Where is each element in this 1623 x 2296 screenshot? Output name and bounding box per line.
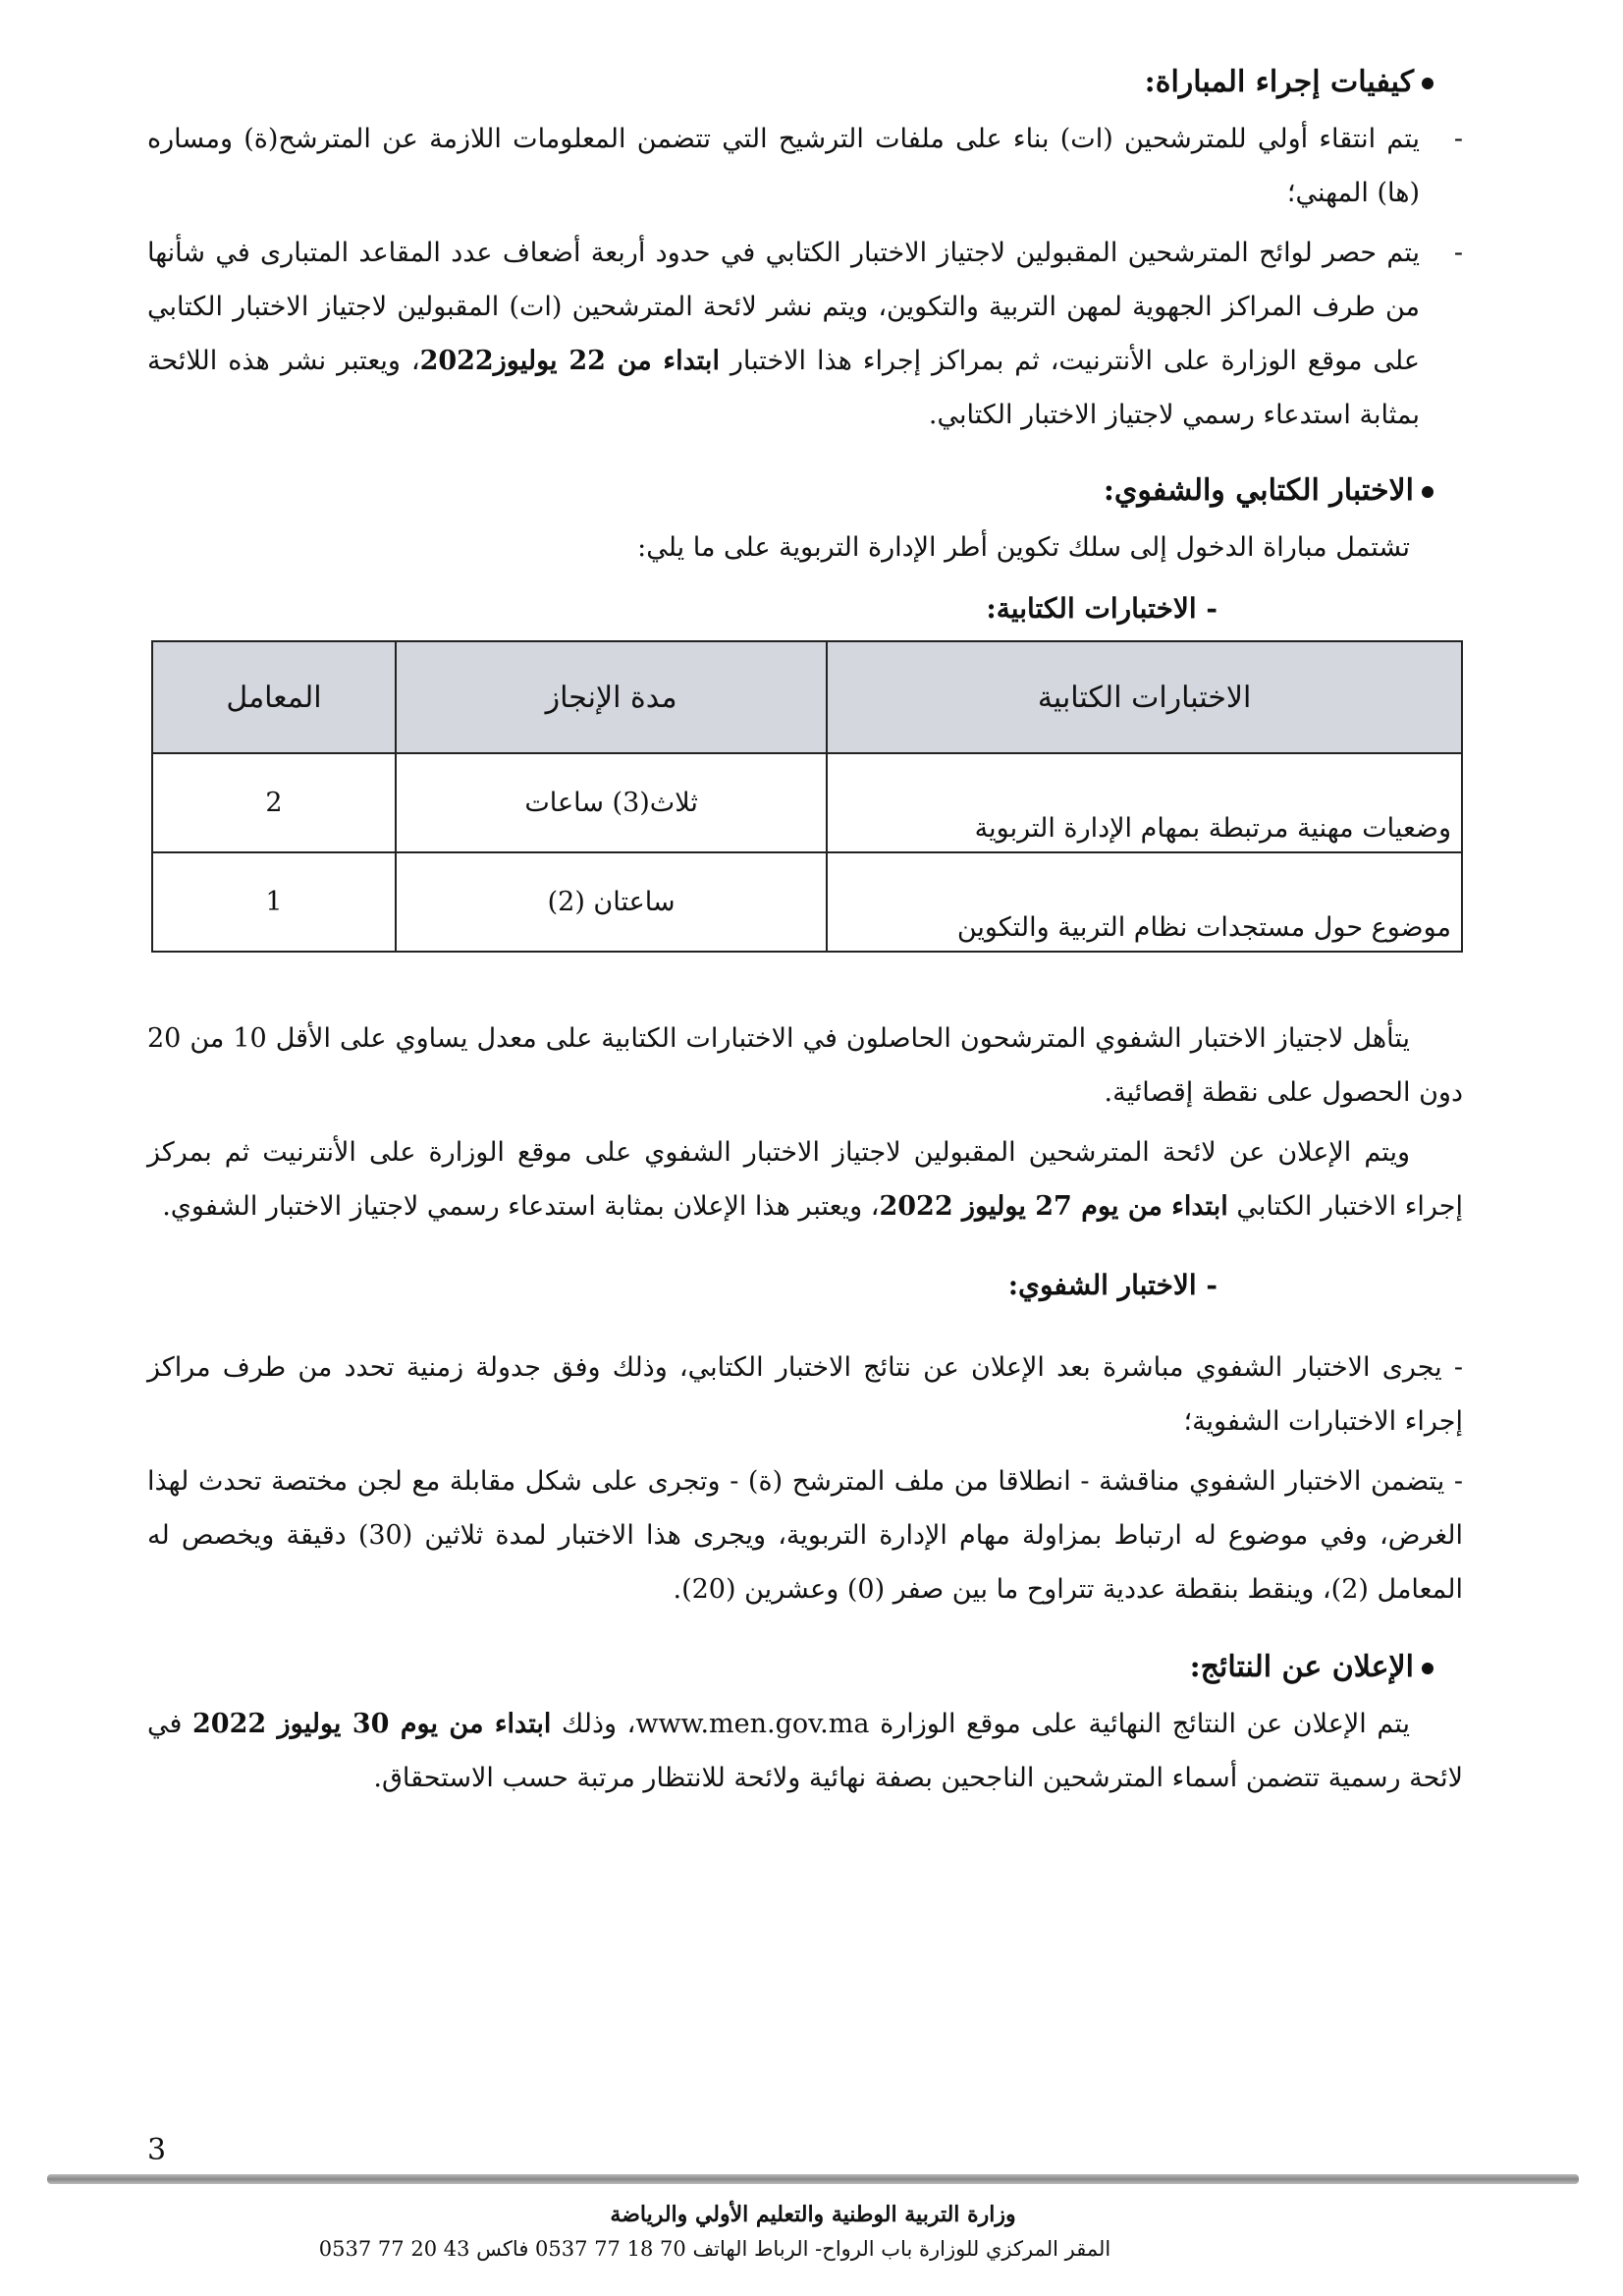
procedure-date: ابتداء من 22 يوليوز2022: [419, 346, 720, 376]
oral-item-1: - يجرى الاختبار الشفوي مباشرة بعد الإعلان عن نتائج الاختبار الكتابي، وذلك وفق جدولة زمنية تحدد من طرف مراكز إجراء الاختبارات الشفوية؛: [147, 1352, 1463, 1437]
procedure-item-2: - يتم حصر لوائح المترشحين المقبولين لاجتياز الاختبار الكتابي في حدود أربعة أضعاف عدد المقاعد المتبارى في شأنها من طرف المراكز الجهوية لمهن التربية والتكوين، ويتم نشر لائحة المترشحين (ات) المقبولين لاجتياز الاختبار الكتابي على موقع الوزارة على الأنترنيت، ثم بمراكز إجراء هذا الاختبار ابتداء من 22 يوليوز2022، ويعتبر نشر هذه اللائحة بمثابة استدعاء رسمي لاجتياز الاختبار الكتابي.: [147, 226, 1463, 442]
cell-coefficient: 1: [152, 852, 396, 952]
cell-exam: وضعيات مهنية مرتبطة بمهام الإدارة التربوية: [827, 753, 1462, 852]
results-text: يتم الإعلان عن النتائج النهائية على موقع الوزارة www.men.gov.ma، وذلك ابتداء من يوم 30 يوليوز 2022 في لائحة رسمية تتضمن أسماء المترشحين الناجحين بصفة نهائية ولائحة للانتظار مرتبة حسب الاستحقاق.: [147, 1709, 1463, 1793]
written-exams-table: [151, 640, 1463, 953]
cell-duration: ساعتان (2): [396, 852, 827, 952]
cell-coefficient: 2: [152, 753, 396, 852]
bullet-dot-icon: [1422, 486, 1434, 498]
procedure-item-1: - يتم انتقاء أولي للمترشحين (ات) بناء على ملفات الترشيح التي تتضمن المعلومات اللازمة عن المترشح(ة) ومساره (ها) المهني؛: [147, 112, 1463, 220]
footer: [47, 2194, 1579, 2261]
heading-results: الإعلان عن النتائج:: [147, 1646, 1434, 1689]
exams-intro: تشتمل مباراة الدخول إلى سلك تكوين أطر الإدارة التربوية على ما يلي:: [637, 532, 1410, 563]
announce-text: ويتم الإعلان عن لائحة المترشحين المقبولين لاجتياز الاختبار الشفوي على موقع الوزارة على الأنترنيت ثم بمركز إجراء الاختبار الكتابي ابتداء من يوم 27 يوليوز 2022، ويعتبر هذا الإعلان بمثابة استدعاء رسمي لاجتياز الاختبار الشفوي.: [147, 1137, 1463, 1222]
oral-subtitle: - الاختبار الشفوي:: [1007, 1269, 1217, 1301]
footer-ministry: وزارة التربية الوطنية والتعليم الأولي والرياضة: [610, 2202, 1016, 2227]
oral-item-2: - يتضمن الاختبار الشفوي مناقشة - انطلاقا من ملف المترشح (ة) - وتجرى على شكل مقابلة مع لجن مختصة تحدث لهذا الغرض، وفي موضوع له ارتباط بمزاولة مهام الإدارة التربوية، ويجرى هذا الاختبار لمدة ثلاثين (30) دقيقة ويخصص له المعامل (2)، وينقط بنقطة عددية تتراوح ما بين صفر (0) وعشرين (20).: [147, 1466, 1463, 1605]
table-header-row: [152, 641, 1462, 753]
footer-address: المقر المركزي للوزارة باب الرواح- الرباط الهاتف 70 18 77 0537 فاكس 43 20 77 0537: [318, 2237, 1111, 2261]
heading-procedure: كيفيات إجراء المباراة:: [147, 61, 1434, 104]
table-row: [152, 753, 1462, 852]
header-coefficient: المعامل: [152, 641, 396, 753]
bullet-dot-icon: [1422, 1663, 1434, 1674]
heading-exams: الاختبار الكتابي والشفوي:: [147, 469, 1434, 513]
ministry-url: www.men.gov.ma: [635, 1709, 870, 1739]
written-subtitle: - الاختبارات الكتابية:: [986, 592, 1217, 625]
document-page: [147, 49, 1463, 1811]
table-row: [152, 852, 1462, 952]
header-duration: مدة الإنجاز: [396, 641, 827, 753]
cell-duration: ثلاث(3) ساعات: [396, 753, 827, 852]
header-exam: الاختبارات الكتابية: [827, 641, 1462, 753]
qualify-text: يتأهل لاجتياز الاختبار الشفوي المترشحون الحاصلون في الاختبارات الكتابية على معدل يساوي على الأقل 10 من 20 دون الحصول على نقطة إقصائية.: [147, 1023, 1463, 1108]
announce-date: ابتداء من يوم 27 يوليوز 2022: [879, 1191, 1228, 1222]
page-number: 3: [147, 2133, 167, 2167]
bullet-dot-icon: [1422, 78, 1434, 89]
results-date: ابتداء من يوم 30 يوليوز 2022: [192, 1709, 552, 1739]
cell-exam: موضوع حول مستجدات نظام التربية والتكوين: [827, 852, 1462, 952]
footer-divider: [47, 2174, 1579, 2184]
